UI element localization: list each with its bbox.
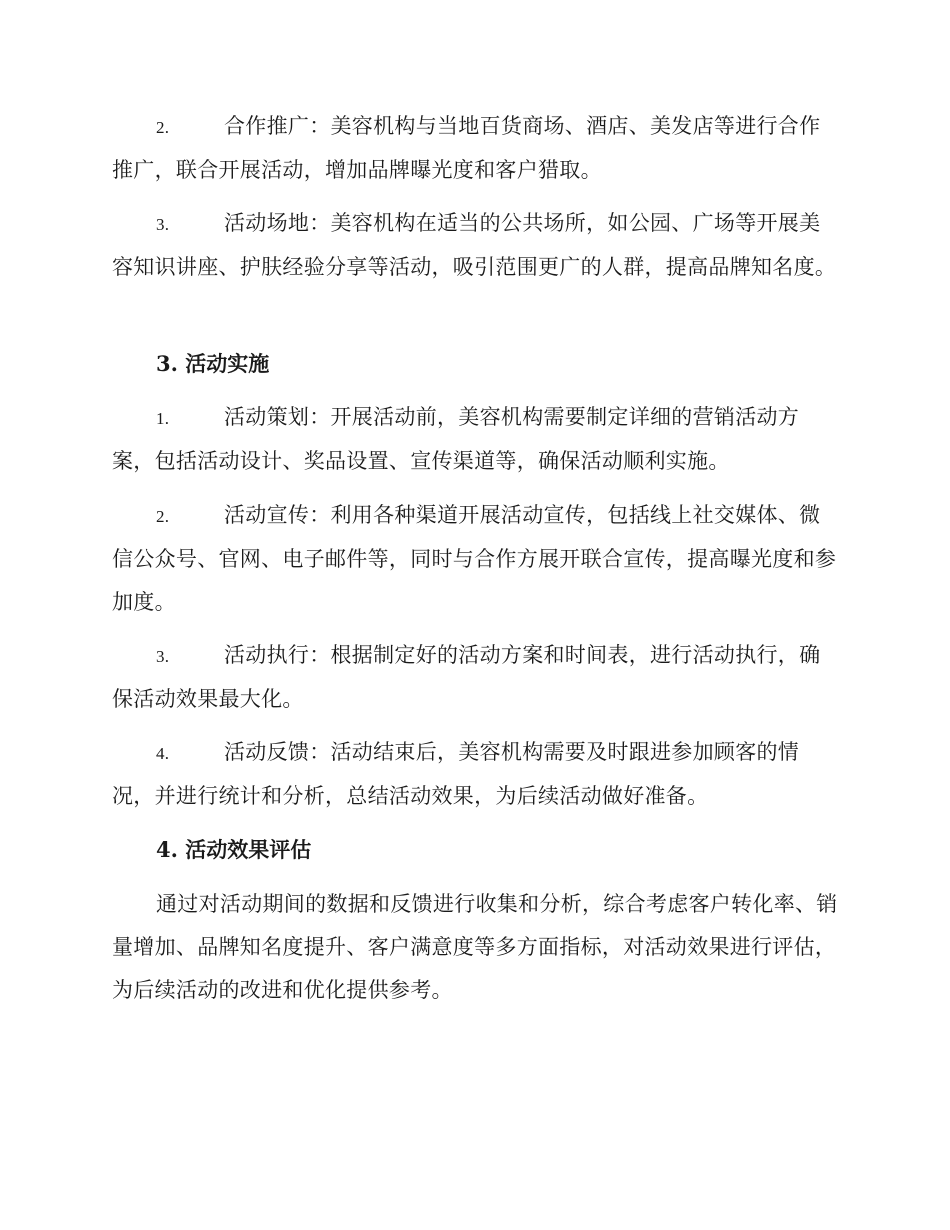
list-text: 活动策划：开展活动前，美容机构需要制定详细的营销活动方案，包括活动设计、奖品设置、宣传渠道等，确保活动顺利实施。 xyxy=(112,405,800,473)
list-number: 2. xyxy=(156,118,170,137)
section-heading: 4. 活动效果评估 xyxy=(156,837,312,862)
list-item xyxy=(112,396,838,483)
list-text: 活动执行：根据制定好的活动方案和时间表，进行活动执行，确保活动效果最大化。 xyxy=(112,643,821,711)
list-item xyxy=(112,202,838,289)
list-number: 2. xyxy=(156,507,170,526)
list-item xyxy=(112,731,838,818)
list-number: 3. xyxy=(156,647,170,666)
list-item xyxy=(112,105,838,192)
list-number: 1. xyxy=(156,409,170,428)
body-paragraph: 通过对活动期间的数据和反馈进行收集和分析，综合考虑客户转化率、销量增加、品牌知名度提升、客户满意度等多方面指标，对活动效果进行评估，为后续活动的改进和优化提供参考。 xyxy=(112,892,838,1002)
list-number: 4. xyxy=(156,744,170,763)
list-number: 3. xyxy=(156,215,170,234)
list-text: 合作推广：美容机构与当地百货商场、酒店、美发店等进行合作推广，联合开展活动，增加品牌曝光度和客户猎取。 xyxy=(112,114,821,182)
list-text: 活动场地：美容机构在适当的公共场所，如公园、广场等开展美容知识讲座、护肤经验分享等活动，吸引范围更广的人群，提高品牌知名度。 xyxy=(112,211,837,279)
list-text: 活动反馈：活动结束后，美容机构需要及时跟进参加顾客的情况，并进行统计和分析，总结活动效果，为后续活动做好准备。 xyxy=(112,740,800,808)
section-heading: 3. 活动实施 xyxy=(156,351,270,376)
list-item xyxy=(112,634,838,721)
list-item xyxy=(112,494,838,624)
list-text: 活动宣传：利用各种渠道开展活动宣传，包括线上社交媒体、微信公众号、官网、电子邮件等，同时与合作方展开联合宣传，提高曝光度和参加度。 xyxy=(112,503,837,614)
